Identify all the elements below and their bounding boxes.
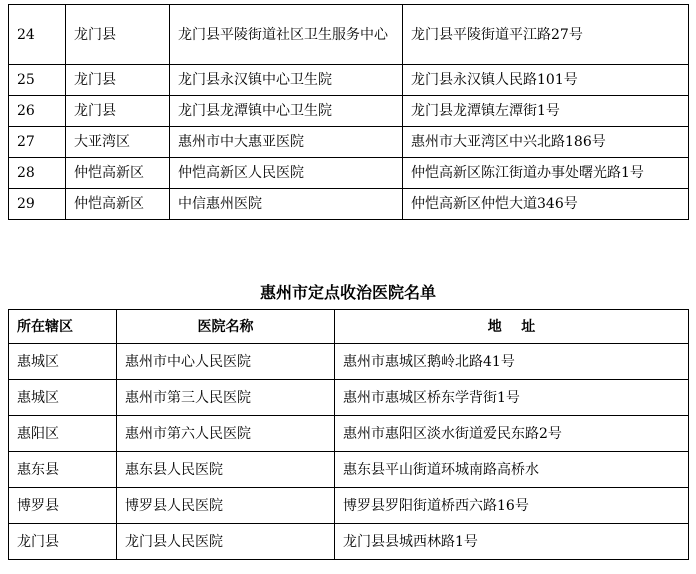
table-row	[9, 416, 689, 452]
address-column-header: 地 址	[335, 310, 689, 344]
hospital-name-cell: 惠州市第六人民医院	[117, 416, 335, 452]
hospital-name-cell: 博罗县人民医院	[117, 488, 335, 524]
row-number: 27	[9, 127, 66, 158]
hospital-name-cell: 惠州市中大惠亚医院	[170, 127, 403, 158]
hospital-name-cell: 惠州市中心人民医院	[117, 344, 335, 380]
row-number: 28	[9, 158, 66, 189]
hospital-name-cell: 惠东县人民医院	[117, 452, 335, 488]
district-cell: 龙门县	[66, 96, 170, 127]
district-cell: 惠阳区	[9, 416, 117, 452]
address-cell: 惠州市惠城区桥东学背街1号	[335, 380, 689, 416]
designated-hospital-list-title: 惠州市定点收治医院名单	[259, 283, 436, 302]
address-cell: 博罗县罗阳街道桥西六路16号	[335, 488, 689, 524]
table-row	[9, 488, 689, 524]
address-cell: 惠州市大亚湾区中兴北路186号	[403, 127, 689, 158]
district-cell: 仲恺高新区	[66, 158, 170, 189]
address-cell: 龙门县县城西林路1号	[335, 524, 689, 560]
table-row	[9, 189, 689, 220]
table-header-row	[9, 310, 689, 344]
district-cell: 大亚湾区	[66, 127, 170, 158]
table-row	[9, 96, 689, 127]
district-cell: 惠城区	[9, 344, 117, 380]
address-cell: 惠州市惠城区鹅岭北路41号	[335, 344, 689, 380]
hospital-name-cell: 龙门县人民医院	[117, 524, 335, 560]
hospital-name-cell: 龙门县平陵街道社区卫生服务中心	[170, 5, 403, 65]
district-column-header: 所在辖区	[9, 310, 117, 344]
hospital-name-cell: 惠州市第三人民医院	[117, 380, 335, 416]
row-number: 25	[9, 65, 66, 96]
hospital-list-table-continued	[8, 4, 689, 220]
table-row	[9, 158, 689, 189]
address-cell: 仲恺高新区陈江街道办事处曙光路1号	[403, 158, 689, 189]
table-row	[9, 65, 689, 96]
district-cell: 龙门县	[66, 65, 170, 96]
hospital-column-header: 医院名称	[117, 310, 335, 344]
district-cell: 惠城区	[9, 380, 117, 416]
district-cell: 惠东县	[9, 452, 117, 488]
address-cell: 仲恺高新区仲恺大道346号	[403, 189, 689, 220]
address-cell: 龙门县永汉镇人民路101号	[403, 65, 689, 96]
table-row	[9, 344, 689, 380]
table-row	[9, 5, 689, 65]
table-row	[9, 524, 689, 560]
district-cell: 博罗县	[9, 488, 117, 524]
hospital-name-cell: 仲恺高新区人民医院	[170, 158, 403, 189]
hospital-name-cell: 中信惠州医院	[170, 189, 403, 220]
address-cell: 龙门县平陵街道平江路27号	[403, 5, 689, 65]
district-cell: 仲恺高新区	[66, 189, 170, 220]
district-cell: 龙门县	[66, 5, 170, 65]
row-number: 29	[9, 189, 66, 220]
district-cell: 龙门县	[9, 524, 117, 560]
designated-hospital-table	[8, 309, 689, 560]
address-cell: 惠东县平山街道环城南路高桥水	[335, 452, 689, 488]
address-cell: 龙门县龙潭镇左潭街1号	[403, 96, 689, 127]
row-number: 26	[9, 96, 66, 127]
table-row	[9, 452, 689, 488]
address-cell: 惠州市惠阳区淡水街道爱民东路2号	[335, 416, 689, 452]
hospital-name-cell: 龙门县龙潭镇中心卫生院	[170, 96, 403, 127]
table-row	[9, 127, 689, 158]
hospital-name-cell: 龙门县永汉镇中心卫生院	[170, 65, 403, 96]
table-row	[9, 380, 689, 416]
row-number: 24	[9, 5, 66, 65]
